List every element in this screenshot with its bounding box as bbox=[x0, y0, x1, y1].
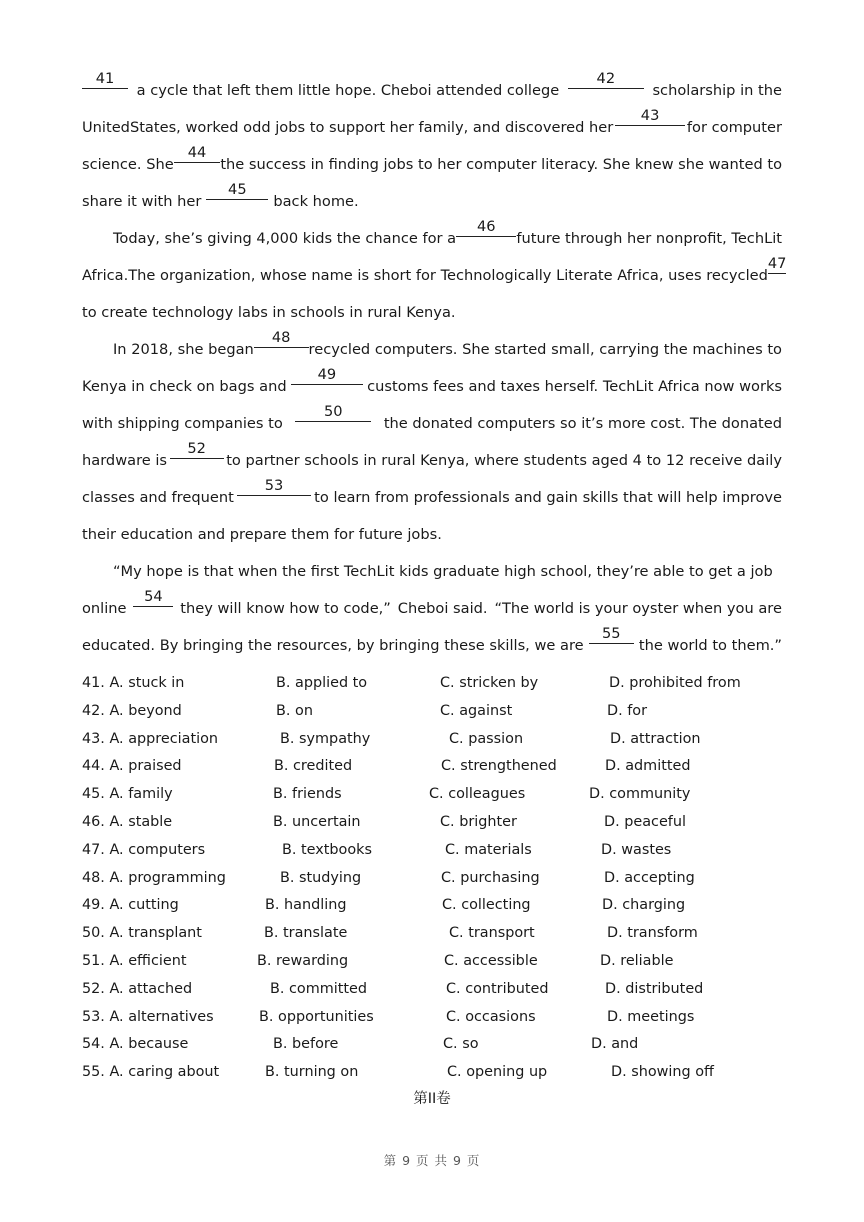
option-row bbox=[82, 809, 782, 837]
option-row bbox=[82, 753, 782, 781]
passage-line bbox=[82, 294, 782, 331]
option-row bbox=[82, 920, 782, 948]
option-d: D. for bbox=[607, 702, 648, 719]
option-b: B. committed bbox=[270, 980, 368, 997]
option-a: 44. A. praised bbox=[82, 758, 182, 775]
passage-text: “My hope is that when the first TechLit kids graduate high school, they’re able to get a job bbox=[113, 563, 773, 580]
passage-text: customs fees and taxes herself. TechLit Africa now works bbox=[367, 378, 782, 395]
option-row bbox=[82, 698, 782, 726]
option-b: B. applied to bbox=[276, 675, 368, 691]
passage-text: science. She bbox=[82, 156, 174, 173]
option-b: B. uncertain bbox=[273, 813, 361, 830]
option-a: 50. A. transplant bbox=[82, 925, 202, 942]
option-d: D. showing off bbox=[611, 1064, 714, 1081]
option-row bbox=[82, 948, 782, 976]
option-b: B. handling bbox=[265, 897, 347, 914]
option-row bbox=[82, 976, 782, 1004]
passage-line bbox=[82, 109, 782, 146]
passage-line bbox=[82, 627, 782, 664]
option-c: C. opening up bbox=[447, 1064, 548, 1081]
option-a: 43. A. appreciation bbox=[82, 730, 219, 747]
passage-text: UnitedStates, worked odd jobs to support her family, and discovered her bbox=[82, 119, 614, 136]
passage-line bbox=[82, 146, 782, 183]
option-row bbox=[82, 865, 782, 893]
passage-line bbox=[82, 331, 782, 368]
answer-blank-55: 55 bbox=[589, 625, 634, 644]
passage-line bbox=[82, 72, 782, 109]
option-b: B. translate bbox=[264, 925, 348, 942]
answer-blank-45: 45 bbox=[206, 181, 268, 200]
passage-text: Africa.The organization, whose name is short for Technologically Literate Africa, uses recycled bbox=[82, 267, 768, 284]
option-a: 54. A. because bbox=[82, 1036, 189, 1053]
option-b: B. before bbox=[273, 1036, 339, 1053]
option-d: D. distributed bbox=[605, 980, 704, 997]
answer-blank-42: 42 bbox=[568, 70, 644, 89]
option-b: B. textbooks bbox=[282, 841, 372, 858]
answer-blank-48: 48 bbox=[254, 329, 309, 348]
answer-options bbox=[82, 670, 782, 1087]
passage-text: the world to them.” bbox=[638, 637, 782, 654]
option-a: 55. A. caring about bbox=[82, 1064, 220, 1081]
option-d: D. community bbox=[589, 786, 691, 803]
passage-text: In 2018, she began bbox=[113, 341, 254, 358]
option-b: B. on bbox=[276, 702, 313, 719]
option-d: D. peaceful bbox=[604, 813, 686, 830]
passage-text: the success in finding jobs to her computer literacy. She knew she wanted to bbox=[220, 156, 782, 173]
option-c: C. strengthened bbox=[441, 758, 557, 775]
passage-line bbox=[82, 255, 787, 294]
passage-text: future through her nonprofit, TechLit bbox=[516, 230, 782, 247]
option-b: B. studying bbox=[280, 869, 362, 886]
option-a: 46. A. stable bbox=[82, 813, 173, 830]
passage-line bbox=[82, 516, 782, 553]
passage-text: Kenya in check on bags and bbox=[82, 378, 287, 395]
passage-text: online bbox=[82, 600, 127, 617]
option-b: B. rewarding bbox=[257, 952, 349, 969]
option-b: B. opportunities bbox=[259, 1008, 374, 1025]
option-row bbox=[82, 1004, 782, 1032]
answer-blank-50: 50 bbox=[295, 403, 371, 422]
option-b: B. sympathy bbox=[280, 730, 371, 747]
option-row bbox=[82, 837, 782, 865]
option-c: C. accessible bbox=[444, 952, 538, 969]
option-row bbox=[82, 726, 782, 754]
option-row bbox=[82, 670, 782, 698]
passage-text: a cycle that left them little hope. Cheboi attended college bbox=[136, 82, 560, 99]
passage-text: they will know how to code,” bbox=[180, 600, 391, 617]
passage-line bbox=[82, 590, 782, 627]
passage-text: the donated computers so it’s more cost. The donated bbox=[383, 415, 782, 432]
passage-line bbox=[82, 405, 782, 442]
option-d: D. wastes bbox=[601, 841, 672, 858]
option-d: D. transform bbox=[607, 925, 698, 942]
option-row bbox=[82, 781, 782, 809]
option-a: 47. A. computers bbox=[82, 841, 206, 858]
answer-blank-46: 46 bbox=[456, 218, 516, 237]
passage-line bbox=[82, 368, 782, 405]
answer-blank-43: 43 bbox=[615, 107, 685, 126]
option-c: C. transport bbox=[449, 925, 535, 942]
cloze-passage bbox=[82, 70, 787, 664]
passage-text: classes and frequent bbox=[82, 489, 234, 506]
option-d: D. meetings bbox=[607, 1008, 695, 1025]
option-c: C. purchasing bbox=[441, 869, 540, 886]
section-heading: 第II卷 bbox=[413, 1091, 451, 1107]
passage-text: Today, she’s giving 4,000 kids the chance for a bbox=[113, 230, 457, 247]
option-d: D. and bbox=[591, 1036, 639, 1053]
answer-blank-41: 41 bbox=[82, 70, 128, 89]
answer-blank-52: 52 bbox=[170, 440, 224, 459]
option-d: D. attraction bbox=[610, 730, 701, 747]
answer-blank-54: 54 bbox=[133, 588, 173, 607]
option-c: C. materials bbox=[445, 841, 532, 858]
passage-text: “The world is your oyster when you are bbox=[494, 600, 782, 617]
option-c: C. collecting bbox=[442, 897, 531, 914]
option-d: D. reliable bbox=[600, 952, 674, 969]
option-a: 52. A. attached bbox=[82, 980, 193, 997]
option-c: C. brighter bbox=[440, 813, 517, 830]
option-row bbox=[82, 1031, 782, 1059]
passage-text: back home. bbox=[273, 193, 359, 210]
option-b: B. credited bbox=[274, 758, 353, 775]
passage-line bbox=[82, 553, 782, 590]
option-b: B. turning on bbox=[265, 1064, 359, 1081]
option-c: C. colleagues bbox=[429, 786, 526, 803]
option-c: C. against bbox=[440, 702, 513, 719]
answer-blank-53: 53 bbox=[237, 477, 311, 496]
passage-text: hardware is bbox=[82, 452, 168, 469]
option-a: 48. A. programming bbox=[82, 869, 226, 886]
option-d: D. charging bbox=[602, 897, 686, 914]
passage-text: their education and prepare them for future jobs. bbox=[82, 526, 442, 543]
passage-line bbox=[82, 220, 782, 257]
passage-line bbox=[82, 442, 782, 479]
passage-text: to partner schools in rural Kenya, where students aged 4 to 12 receive daily bbox=[226, 452, 782, 469]
option-b: B. friends bbox=[273, 786, 342, 803]
option-a: 53. A. alternatives bbox=[82, 1008, 214, 1025]
option-a: 41. A. stuck in bbox=[82, 675, 185, 691]
passage-text: Cheboi said. bbox=[397, 600, 488, 617]
option-c: C. occasions bbox=[446, 1008, 536, 1025]
option-c: C. so bbox=[443, 1036, 479, 1053]
passage-text: educated. By bringing the resources, by bringing these skills, we are bbox=[82, 637, 584, 654]
option-row bbox=[82, 892, 782, 920]
option-d: D. admitted bbox=[605, 758, 691, 775]
passage-text: to create technology labs in schools in rural Kenya. bbox=[82, 304, 456, 321]
answer-blank-49: 49 bbox=[291, 366, 363, 385]
passage-text: with shipping companies to bbox=[82, 415, 283, 432]
option-row bbox=[82, 1059, 782, 1087]
passage-line bbox=[82, 479, 782, 516]
passage-text: to learn from professionals and gain skills that will help improve bbox=[314, 489, 782, 506]
option-c: C. passion bbox=[449, 730, 524, 747]
option-d: D. accepting bbox=[604, 869, 695, 886]
passage-text: recycled computers. She started small, carrying the machines to bbox=[308, 341, 782, 358]
answer-blank-47: 47 bbox=[767, 255, 787, 272]
option-a: 51. A. efficient bbox=[82, 952, 187, 969]
option-c: C. contributed bbox=[446, 980, 549, 997]
passage-line bbox=[82, 183, 782, 220]
passage-text: scholarship in the bbox=[652, 82, 782, 99]
page-footer: 第 9 页 共 9 页 bbox=[383, 1153, 481, 1168]
passage-text: for computer bbox=[686, 119, 782, 136]
answer-blank-44: 44 bbox=[174, 144, 221, 163]
option-a: 42. A. beyond bbox=[82, 702, 182, 719]
option-d: D. prohibited from bbox=[609, 675, 741, 691]
option-c: C. stricken by bbox=[440, 675, 539, 691]
option-a: 49. A. cutting bbox=[82, 897, 179, 914]
passage-text: share it with her bbox=[82, 193, 202, 210]
option-a: 45. A. family bbox=[82, 786, 173, 803]
